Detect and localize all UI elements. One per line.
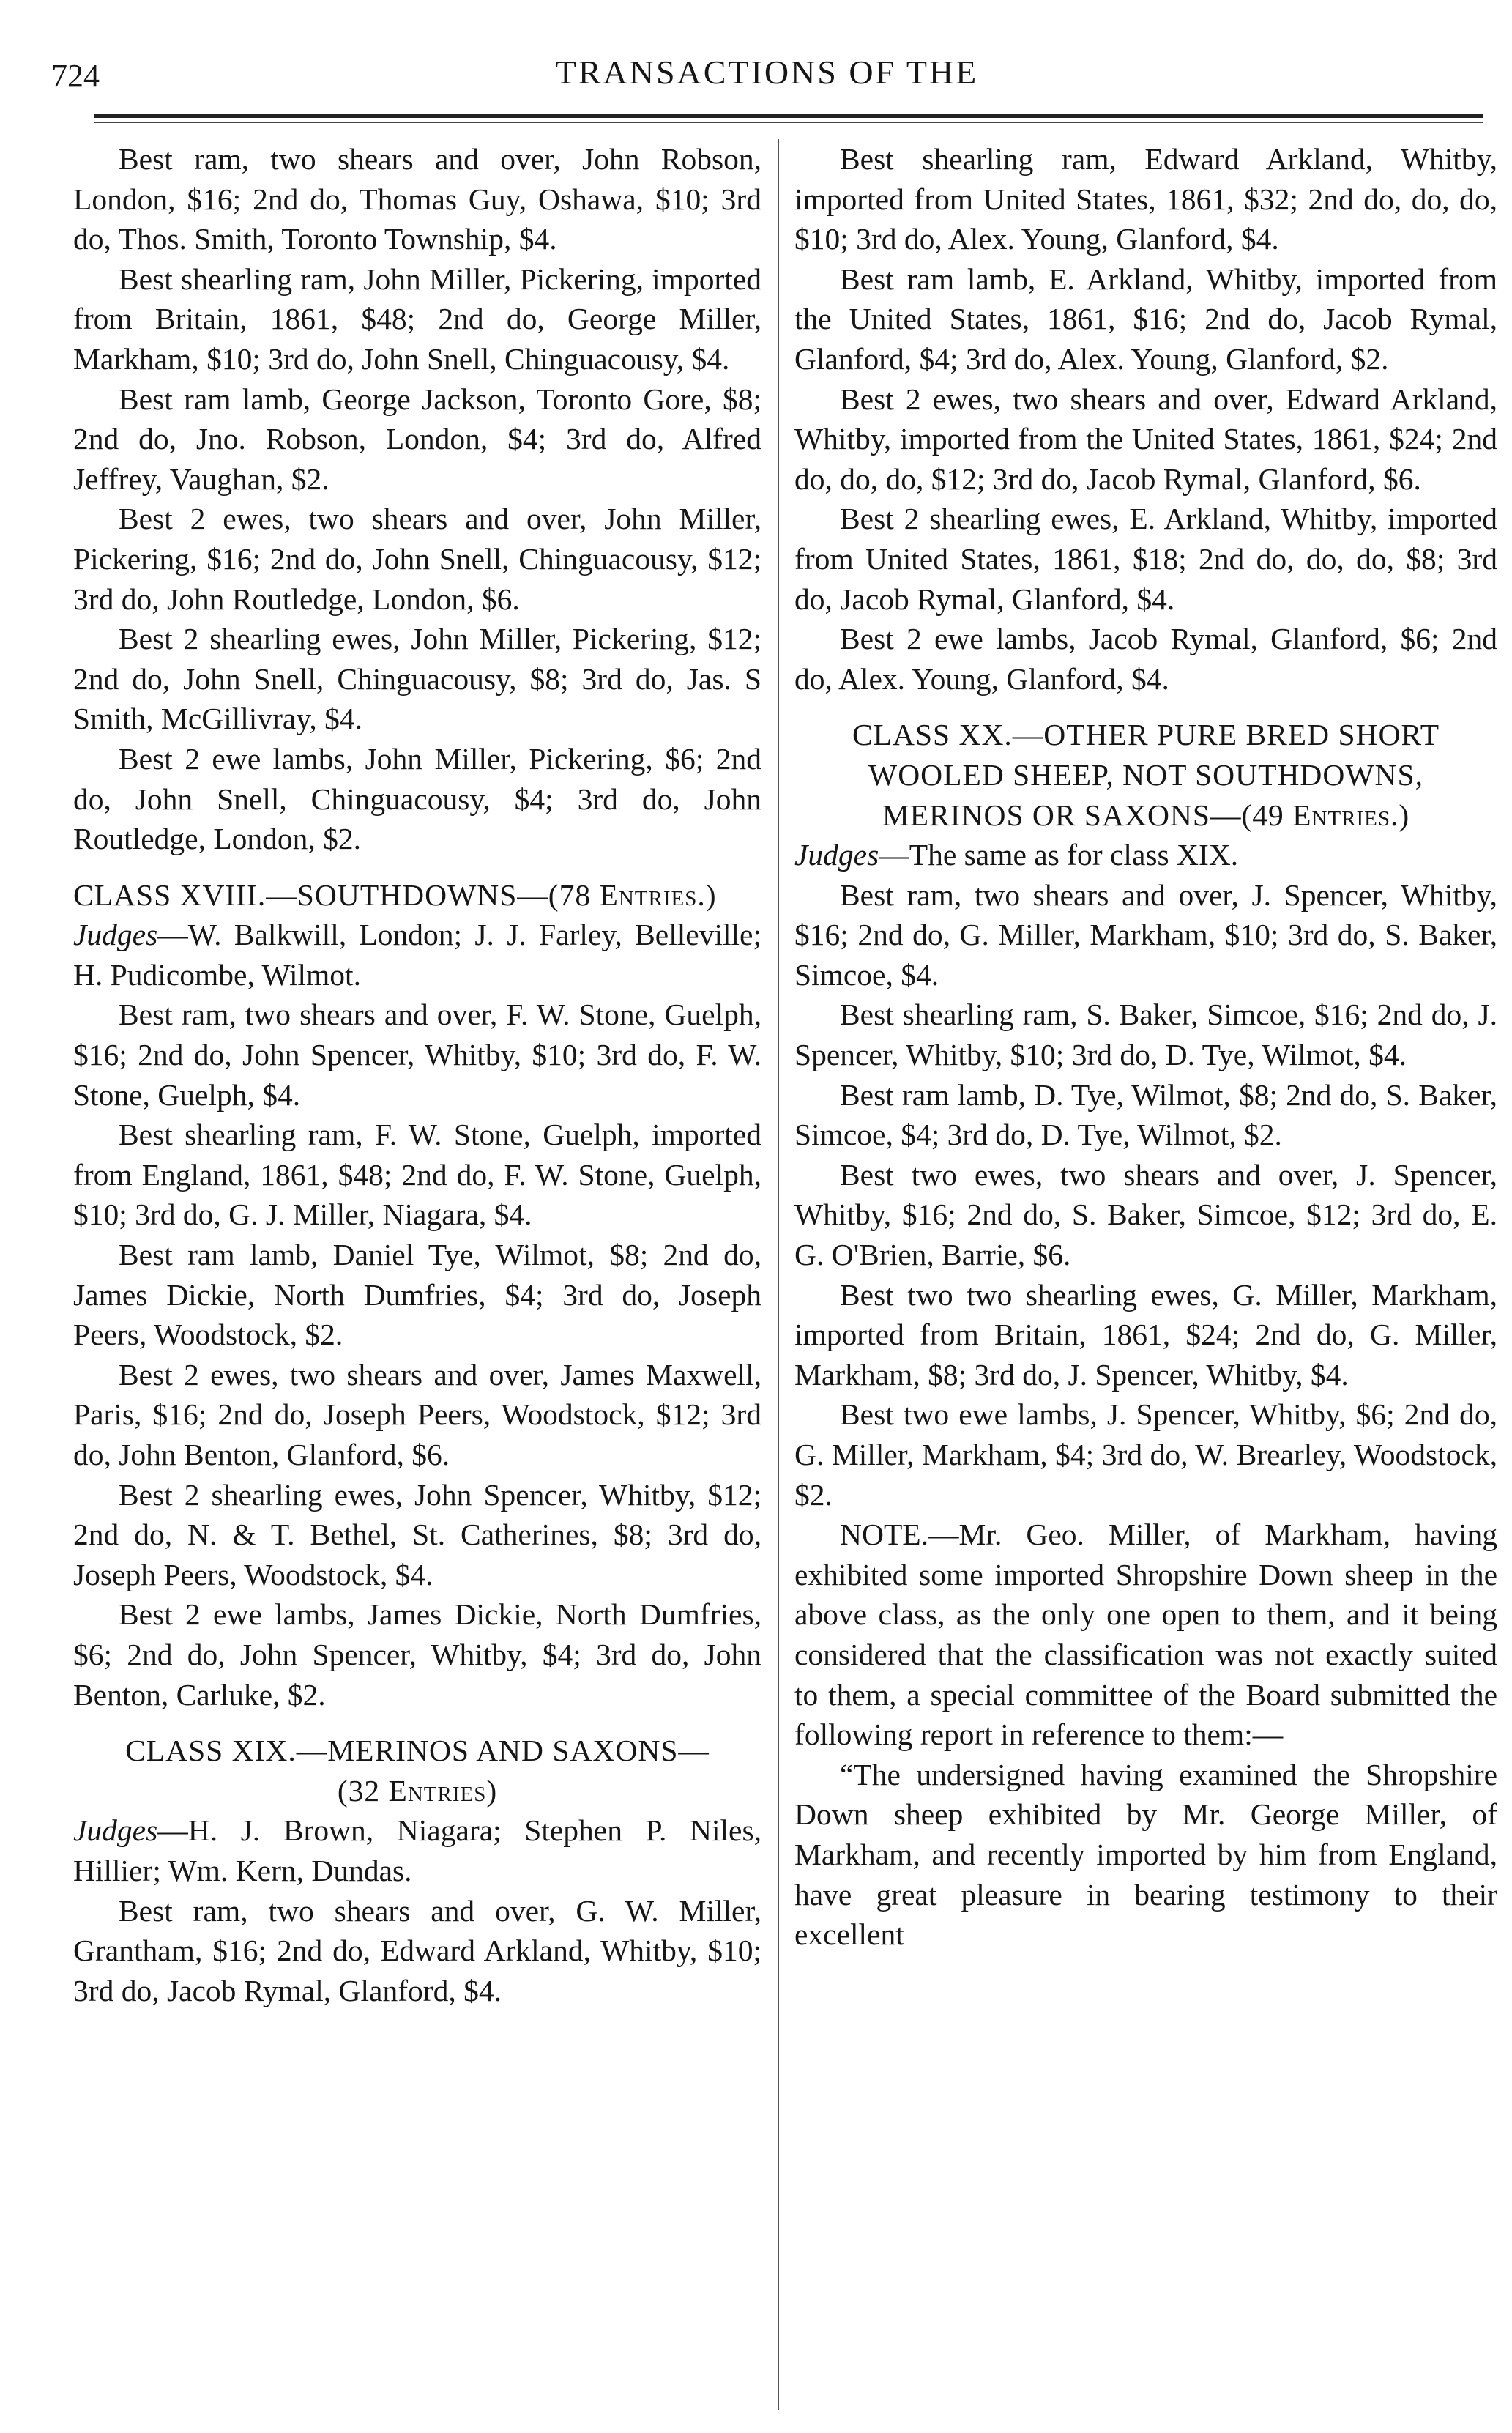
class-heading: CLASS XX.—OTHER PURE BRED SHORT WOOLED SHEEP, NOT SOUTHDOWNS, MERINOS OR SAXONS—(49 Entries.): [852, 718, 1440, 832]
judges-line: [794, 835, 1497, 875]
paragraph: Best 2 ewes, two shears and over, John Miller, Pickering, $16; 2nd do, John Snell, Chinguacousy, $12; 3rd do, John Routledge, London, $6.: [73, 502, 761, 616]
paragraph: Best ram, two shears and over, F. W. Stone, Guelph, $16; 2nd do, John Spencer, Whitby, $10; 3rd do, F. W. Stone, Guelph, $4.: [73, 998, 761, 1112]
spacer: [794, 699, 1497, 715]
judges-label: Judges: [73, 918, 158, 952]
judges-line: [73, 915, 761, 995]
running-head: TRANSACTIONS OF THE: [555, 53, 979, 91]
class-heading: CLASS XVIII.—SOUTHDOWNS—(78 Entries.): [73, 877, 717, 912]
judges-label: Judges: [73, 1813, 158, 1848]
spacer: [73, 859, 761, 875]
page-number: 724: [51, 58, 100, 94]
right-column: [794, 139, 1497, 1955]
paragraph: Best 2 ewe lambs, Jacob Rymal, Glanford, $6; 2nd do, Alex. Young, Glanford, $4.: [794, 622, 1497, 696]
paragraph: Best 2 ewes, two shears and over, Edward Arkland, Whitby, imported from the United States, 1861, $24; 2nd do, do, do, $12; 3rd do, Jacob Rymal, Glanford, $6.: [794, 382, 1497, 496]
header-rule: [94, 114, 1483, 118]
left-column: [73, 139, 761, 2010]
paragraph: Best 2 shearling ewes, John Spencer, Whitby, $12; 2nd do, N. & T. Bethel, St. Catherines, $8; 3rd do, Joseph Peers, Woodstock, $4.: [73, 1477, 761, 1591]
paragraph: Best ram, two shears and over, John Robson, London, $16; 2nd do, Thomas Guy, Oshawa, $10; 3rd do, Thos. Smith, Toronto Township, $4.: [73, 142, 761, 256]
class-heading: CLASS XIX.—MERINOS AND SAXONS—: [125, 1734, 710, 1768]
paragraph: Best ram lamb, D. Tye, Wilmot, $8; 2nd do, S. Baker, Simcoe, $4; 3rd do, D. Tye, Wilmot, $2.: [794, 1077, 1497, 1152]
paragraph: Best 2 ewe lambs, James Dickie, North Dumfries, $6; 2nd do, John Spencer, Whitby, $4; 3rd do, John Benton, Carluke, $2.: [73, 1597, 761, 1712]
paragraph: Best two ewe lambs, J. Spencer, Whitby, $6; 2nd do, G. Miller, Markham, $4; 3rd do, W. Brearley, Woodstock, $2.: [794, 1397, 1497, 1512]
paragraph: Best shearling ram, F. W. Stone, Guelph, imported from England, 1861, $48; 2nd do, F. W. Stone, Guelph, $10; 3rd do, G. J. Miller, Niagara, $4.: [73, 1118, 761, 1232]
paragraph: Best ram, two shears and over, G. W. Miller, Grantham, $16; 2nd do, Edward Arkland, Whitby, $10; 3rd do, Jacob Rymal, Glanford, $4.: [73, 1893, 761, 2007]
quote-paragraph: “The undersigned having examined the Shropshire Down sheep exhibited by Mr. George Miller, of Markham, and recently imported by him from England, have great pleasure in bearing testimony to their excellent: [794, 1757, 1497, 1952]
paragraph: Best shearling ram, Edward Arkland, Whitby, imported from United States, 1861, $32; 2nd do, do, do, $10; 3rd do, Alex. Young, Glanford, $4.: [794, 142, 1497, 256]
column-divider: [778, 139, 779, 2410]
paragraph: Best two two shearling ewes, G. Miller, Markham, imported from Britain, 1861, $24; 2nd do, G. Miller, Markham, $8; 3rd do, J. Spencer, Whitby, $4.: [794, 1277, 1497, 1392]
paragraph: Best 2 shearling ewes, John Miller, Pickering, $12; 2nd do, John Snell, Chinguacousy, $8; 3rd do, Jas. S Smith, McGillivray, $4.: [73, 622, 761, 736]
paragraph: Best shearling ram, S. Baker, Simcoe, $16; 2nd do, J. Spencer, Whitby, $10; 3rd do, D. Tye, Wilmot, $4.: [794, 998, 1497, 1072]
note-paragraph: NOTE.—Mr. Geo. Miller, of Markham, having exhibited some imported Shropshire Down sheep in the above class, as the only one open to them, and it being considered that the classification was not exactly suited to them, a special committee of the Board submitted the following report in reference to them:—: [794, 1518, 1497, 1752]
paragraph: Best ram, two shears and over, J. Spencer, Whitby, $16; 2nd do, G. Miller, Markham, $10; 3rd do, S. Baker, Simcoe, $4.: [794, 877, 1497, 992]
judges-text: —W. Balkwill, London; J. J. Farley, Belleville; H. Pudicombe, Wilmot.: [73, 918, 761, 992]
paragraph: Best ram lamb, George Jackson, Toronto Gore, $8; 2nd do, Jno. Robson, London, $4; 3rd do, Alfred Jeffrey, Vaughan, $2.: [73, 382, 761, 496]
paragraph: Best 2 ewe lambs, John Miller, Pickering, $6; 2nd do, John Snell, Chinguacousy, $4; 3rd do, John Routledge, London, $2.: [73, 741, 761, 856]
judges-text: —The same as for class XIX.: [879, 838, 1239, 872]
judges-text: —H. J. Brown, Niagara; Stephen P. Niles, Hillier; Wm. Kern, Dundas.: [73, 1813, 761, 1887]
paragraph: Best ram lamb, Daniel Tye, Wilmot, $8; 2nd do, James Dickie, North Dumfries, $4; 3rd do, Joseph Peers, Woodstock, $2.: [73, 1238, 761, 1352]
paragraph: Best two ewes, two shears and over, J. Spencer, Whitby, $16; 2nd do, S. Baker, Simcoe, $12; 3rd do, E. G. O'Brien, Barrie, $6.: [794, 1157, 1497, 1272]
judges-label: Judges: [794, 838, 879, 872]
paragraph: Best shearling ram, John Miller, Pickering, imported from Britain, 1861, $48; 2nd do, George Miller, Markham, $10; 3rd do, John Snell, Chinguacousy, $4.: [73, 261, 761, 376]
spacer: [73, 1715, 761, 1731]
page-header: [51, 53, 1483, 111]
paragraph: Best ram lamb, E. Arkland, Whitby, imported from the United States, 1861, $16; 2nd do, Jacob Rymal, Glanford, $4; 3rd do, Alex. Young, Glanford, $2.: [794, 261, 1497, 376]
class-heading-entries: (32 Entries): [337, 1773, 498, 1808]
paragraph: Best 2 ewes, two shears and over, James Maxwell, Paris, $16; 2nd do, Joseph Peers, Woodstock, $12; 3rd do, John Benton, Glanford, $6.: [73, 1357, 761, 1471]
header-rule-thin: [94, 122, 1483, 123]
judges-line: [73, 1810, 761, 1890]
paragraph: Best 2 shearling ewes, E. Arkland, Whitby, imported from United States, 1861, $18; 2nd do, do, do, $8; 3rd do, Jacob Rymal, Glanford, $4.: [794, 502, 1497, 616]
